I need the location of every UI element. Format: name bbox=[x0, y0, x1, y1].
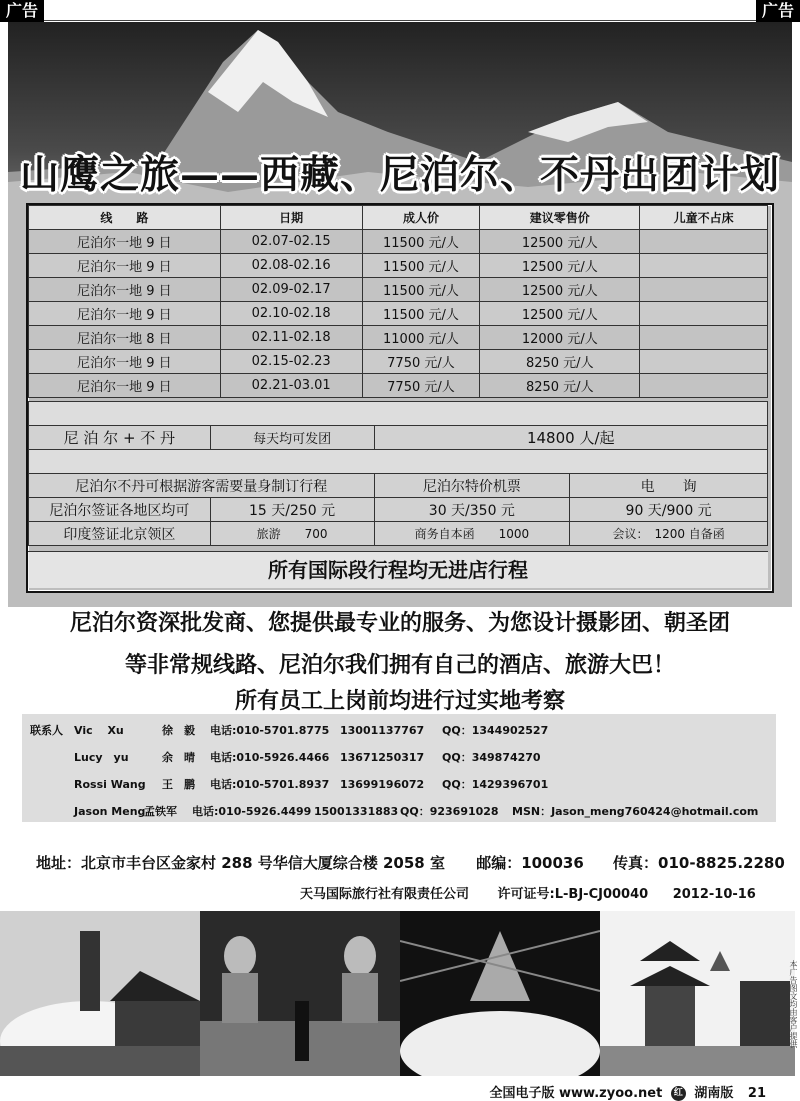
address-text: 地址：北京市丰台区金家村 288 号华信大厦综合楼 2058 室 bbox=[36, 854, 445, 872]
statues-illustration bbox=[200, 911, 400, 1076]
address-line bbox=[36, 852, 785, 873]
contact-en-name: Lucy yu bbox=[74, 751, 129, 764]
india-meeting-visa: 会议： 1200 自备函 bbox=[570, 522, 768, 546]
visa-90-day: 90 天/900 元 bbox=[570, 498, 768, 522]
page-footer bbox=[490, 1082, 767, 1101]
contact-mobile: 13671250317 bbox=[340, 751, 425, 764]
issue-date: 2012-10-16 bbox=[672, 887, 756, 902]
contact-en-name: Rossi Wang bbox=[74, 778, 146, 791]
contact-mobile: 13699196072 bbox=[340, 778, 425, 791]
spacer-row bbox=[29, 450, 768, 474]
footer-edition: 湖南版 bbox=[694, 1086, 734, 1101]
date-cell: 02.11-02.18 bbox=[220, 326, 362, 350]
child-cell bbox=[640, 302, 768, 326]
date-cell: 02.08-02.16 bbox=[220, 254, 362, 278]
route-cell: 尼泊尔一地 9 日 bbox=[29, 230, 221, 254]
photo-strip bbox=[0, 911, 800, 1076]
adult-price-cell: 11500 元/人 bbox=[362, 302, 480, 326]
child-cell bbox=[640, 254, 768, 278]
retail-price-cell: 12000 元/人 bbox=[480, 326, 640, 350]
custom-itinerary: 尼泊尔不丹可根据游客需要量身制订行程 bbox=[29, 474, 375, 498]
india-visa-label: 印度签证北京领区 bbox=[29, 522, 211, 546]
contact-mobile: 13001137767 bbox=[340, 724, 425, 737]
table-row bbox=[29, 374, 768, 398]
nepal-bhutan-schedule: 每天均可发团 bbox=[210, 426, 374, 450]
stupa-photo-1 bbox=[0, 911, 200, 1076]
company-name: 天马国际旅行社有限责任公司 bbox=[300, 887, 470, 902]
child-cell bbox=[640, 350, 768, 374]
contacts-panel bbox=[22, 714, 776, 822]
price-table-header bbox=[29, 206, 768, 230]
license-number: 许可证号:L-BJ-CJ00040 bbox=[497, 887, 649, 902]
inquiry-label: 电 询 bbox=[570, 474, 768, 498]
route-cell: 尼泊尔一地 8 日 bbox=[29, 326, 221, 350]
visa-15-day: 15 天/250 元 bbox=[210, 498, 374, 522]
slogan-line-1: 尼泊尔资深批发商、您提供最专业的服务、为您设计摄影团、朝圣团 bbox=[69, 610, 730, 636]
retail-price-cell: 12500 元/人 bbox=[480, 230, 640, 254]
nepal-bhutan-price: 14800 人/起 bbox=[374, 426, 768, 450]
footer-site[interactable]: 全国电子版 www.zyoo.net bbox=[489, 1086, 663, 1101]
header-adult-price: 成人价 bbox=[362, 206, 480, 230]
adult-price-cell: 7750 元/人 bbox=[362, 350, 480, 374]
adult-price-cell: 11500 元/人 bbox=[362, 230, 480, 254]
route-cell: 尼泊尔一地 9 日 bbox=[29, 302, 221, 326]
nepal-visa-label: 尼泊尔签证各地区均可 bbox=[29, 498, 211, 522]
route-cell: 尼泊尔一地 9 日 bbox=[29, 350, 221, 374]
contact-cn-name: 王 鹏 bbox=[162, 778, 195, 791]
date-cell: 02.07-02.15 bbox=[220, 230, 362, 254]
stupa-illustration bbox=[0, 911, 200, 1076]
retail-price-cell: 12500 元/人 bbox=[480, 254, 640, 278]
ad-tag-left: 广告 bbox=[0, 0, 44, 22]
ad-tag-right: 广告 bbox=[756, 0, 800, 22]
company-line bbox=[300, 883, 756, 902]
route-cell: 尼泊尔一地 9 日 bbox=[29, 278, 221, 302]
custom-row bbox=[29, 474, 768, 498]
contact-tel: 电话:010-5701.8937 bbox=[210, 778, 330, 791]
table-row bbox=[29, 230, 768, 254]
contact-cn-name: 余 晴 bbox=[162, 751, 195, 764]
contact-qq: QQ：1344902527 bbox=[442, 724, 549, 737]
header-route: 线 路 bbox=[29, 206, 221, 230]
table-row bbox=[29, 326, 768, 350]
child-cell bbox=[640, 278, 768, 302]
contact-tel: 电话:010-5926.4466 bbox=[210, 751, 330, 764]
postcode-text: 邮编：100036 bbox=[476, 854, 584, 872]
contact-tel: 电话:010-5701.8775 bbox=[210, 724, 330, 737]
top-rule bbox=[44, 20, 756, 21]
adult-price-cell: 11500 元/人 bbox=[362, 278, 480, 302]
header-child-no-bed: 儿童不占床 bbox=[640, 206, 768, 230]
page-number: 21 bbox=[747, 1086, 766, 1101]
date-cell: 02.09-02.17 bbox=[220, 278, 362, 302]
table-row bbox=[29, 302, 768, 326]
child-cell bbox=[640, 326, 768, 350]
contact-msn: MSN：Jason_meng760424@hotmail.com bbox=[512, 805, 759, 818]
nepal-bhutan-route: 尼 泊 尔 + 不 丹 bbox=[29, 426, 211, 450]
slogan-line-2: 等非常规线路、尼泊尔我们拥有自己的酒店、旅游大巴！ bbox=[124, 652, 675, 678]
india-tour-visa: 旅游 700 bbox=[210, 522, 374, 546]
retail-price-cell: 12500 元/人 bbox=[480, 278, 640, 302]
contact-en-name: Jason Meng bbox=[74, 805, 146, 818]
header-retail-price: 建议零售价 bbox=[480, 206, 640, 230]
temple-statues-photo bbox=[200, 911, 400, 1076]
date-cell: 02.21-03.01 bbox=[220, 374, 362, 398]
pagoda-temple-photo bbox=[600, 911, 795, 1076]
child-cell bbox=[640, 230, 768, 254]
contact-tel: 电话:010-5926.4499 bbox=[192, 805, 312, 818]
child-cell bbox=[640, 374, 768, 398]
contact-qq: QQ：349874270 bbox=[442, 751, 541, 764]
route-cell: 尼泊尔一地 9 日 bbox=[29, 374, 221, 398]
contact-cn-name: 孟铁军 bbox=[144, 805, 177, 818]
adult-price-cell: 7750 元/人 bbox=[362, 374, 480, 398]
no-shopping-notice: 所有国际段行程均无进店行程 bbox=[28, 551, 768, 588]
table-row bbox=[29, 350, 768, 374]
contact-en-name: Vic Xu bbox=[74, 724, 124, 737]
adult-price-cell: 11000 元/人 bbox=[362, 326, 480, 350]
prayer-flags-illustration bbox=[400, 911, 600, 1076]
contact-mobile: 15001331883 bbox=[314, 805, 399, 818]
retail-price-cell: 12500 元/人 bbox=[480, 302, 640, 326]
contact-qq: QQ：923691028 bbox=[400, 805, 499, 818]
table-row bbox=[29, 278, 768, 302]
airfare-label: 尼泊尔特价机票 bbox=[374, 474, 570, 498]
edition-badge-icon: 红 bbox=[671, 1086, 686, 1101]
table-row bbox=[29, 254, 768, 278]
slogan-line-3: 所有员工上岗前均进行过实地考察 bbox=[234, 688, 565, 714]
headline: 山鹰之旅——西藏、尼泊尔、不丹出团计划 bbox=[19, 152, 780, 198]
retail-price-cell: 8250 元/人 bbox=[480, 374, 640, 398]
retail-price-cell: 8250 元/人 bbox=[480, 350, 640, 374]
prayer-flags-stupa-photo bbox=[400, 911, 600, 1076]
visa-30-day: 30 天/350 元 bbox=[374, 498, 570, 522]
india-visa-row bbox=[29, 522, 768, 546]
side-note: 本广告图文均由客户提供 bbox=[789, 960, 798, 1048]
price-table bbox=[28, 205, 768, 398]
adult-price-cell: 11500 元/人 bbox=[362, 254, 480, 278]
pagoda-illustration bbox=[600, 911, 795, 1076]
date-cell: 02.15-02.23 bbox=[220, 350, 362, 374]
contact-qq: QQ：1429396701 bbox=[442, 778, 549, 791]
contact-cn-name: 徐 毅 bbox=[162, 724, 195, 737]
date-cell: 02.10-02.18 bbox=[220, 302, 362, 326]
header-date: 日期 bbox=[220, 206, 362, 230]
route-cell: 尼泊尔一地 9 日 bbox=[29, 254, 221, 278]
visa-row bbox=[29, 498, 768, 522]
contacts-label: 联系人 bbox=[30, 724, 63, 737]
services-table bbox=[28, 401, 768, 546]
india-business-visa: 商务自本函 1000 bbox=[374, 522, 570, 546]
spacer-row bbox=[29, 402, 768, 426]
nepal-bhutan-row bbox=[29, 426, 768, 450]
fax-text: 传真：010-8825.2280 bbox=[613, 854, 785, 872]
